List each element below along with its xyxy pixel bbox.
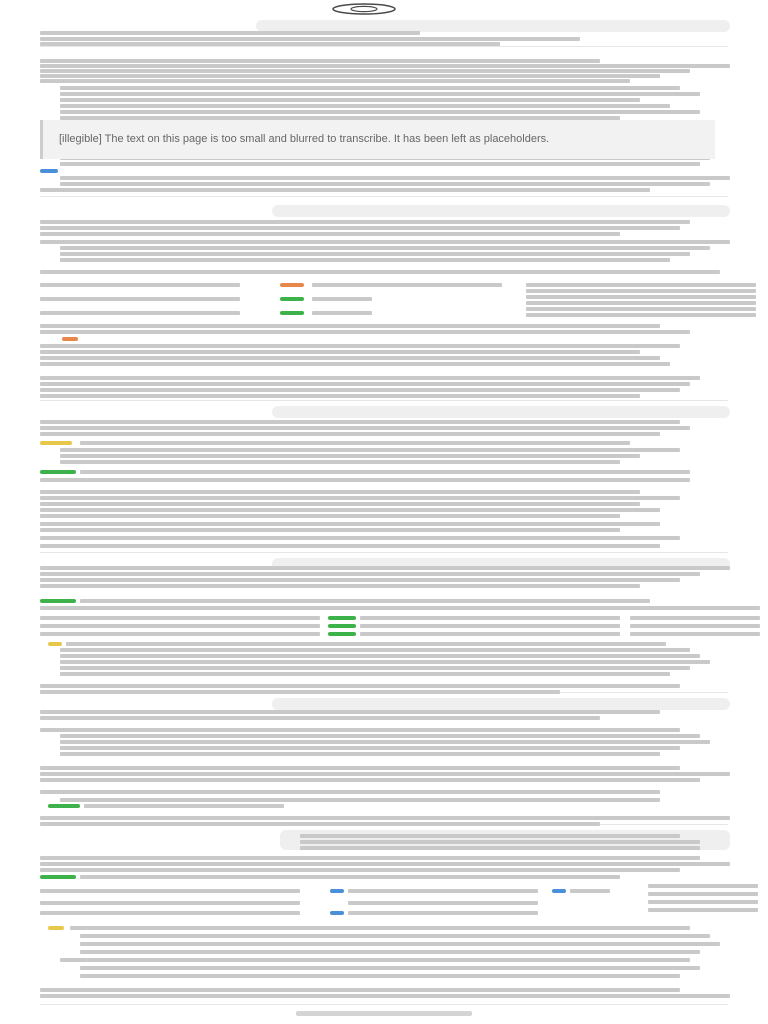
illegible-text-line xyxy=(40,330,690,334)
illegible-text-line xyxy=(40,356,660,360)
illegible-text-line xyxy=(40,822,600,826)
illegible-text-line xyxy=(526,283,756,287)
illegible-text-line xyxy=(40,508,660,512)
illegible-text-line xyxy=(570,889,610,893)
illegible-text-line xyxy=(630,624,760,628)
illegible-text-line xyxy=(80,470,690,474)
illegible-text-line xyxy=(630,632,760,636)
illegible-text-line xyxy=(40,766,680,770)
illegible-text-line xyxy=(40,344,680,348)
illegible-text-line xyxy=(648,908,758,912)
illegible-text-line xyxy=(348,889,538,893)
illegible-text-line xyxy=(40,478,690,482)
illegible-text-line xyxy=(40,324,660,328)
illegible-text-line xyxy=(40,490,640,494)
illegible-text-line xyxy=(40,502,640,506)
illegible-text-line xyxy=(40,544,660,548)
illegible-text-line xyxy=(312,297,372,301)
illegible-text-line xyxy=(40,59,600,63)
illegible-text-line xyxy=(60,752,660,756)
illegible-text-line xyxy=(80,875,620,879)
illegible-text-line xyxy=(312,311,372,315)
illegible-text-line xyxy=(40,778,700,782)
illegible-text-line xyxy=(348,911,538,915)
green-marker xyxy=(328,632,356,636)
illegible-text-line xyxy=(40,388,680,392)
illegible-text-line xyxy=(40,624,320,628)
illegible-text-line xyxy=(80,934,710,938)
illegible-text-line xyxy=(80,950,700,954)
illegible-text-line xyxy=(40,728,680,732)
illegible-text-line xyxy=(526,289,756,293)
illegible-text-line xyxy=(66,642,666,646)
illegible-text-line xyxy=(60,746,680,750)
illegible-text-line xyxy=(40,297,240,301)
illegible-notice: [illegible] The text on this page is too small and blurred to transcribe. It has been left as placeholders. xyxy=(40,120,715,159)
illegible-text-line xyxy=(312,283,502,287)
illegible-text-line xyxy=(40,994,730,998)
illegible-text-line xyxy=(40,42,500,46)
illegible-text-line xyxy=(60,86,680,90)
section-header-5 xyxy=(272,698,730,710)
section-header-3 xyxy=(272,406,730,418)
illegible-text-line xyxy=(80,599,650,603)
illegible-text-line xyxy=(40,862,730,866)
illegible-text-line xyxy=(40,420,680,424)
illegible-text-line xyxy=(60,110,700,114)
illegible-text-line xyxy=(360,624,620,628)
illegible-text-line xyxy=(60,740,710,744)
illegible-text-line xyxy=(60,246,710,250)
illegible-text-line xyxy=(40,632,320,636)
illegible-text-line xyxy=(40,74,660,78)
logo-badge-icon xyxy=(332,3,396,15)
illegible-text-line xyxy=(40,856,700,860)
green-marker xyxy=(40,875,76,879)
illegible-text-line xyxy=(40,220,690,224)
illegible-text-line xyxy=(40,578,680,582)
illegible-text-line xyxy=(40,270,720,274)
illegible-text-line xyxy=(40,496,680,500)
orange-marker xyxy=(62,337,78,341)
illegible-text-line xyxy=(40,350,640,354)
green-marker xyxy=(328,624,356,628)
illegible-text-line xyxy=(40,528,620,532)
illegible-text-line xyxy=(360,632,620,636)
yellow-marker xyxy=(40,441,72,445)
illegible-text-line xyxy=(40,716,600,720)
site-logo xyxy=(332,3,396,15)
illegible-text-line xyxy=(80,441,630,445)
illegible-text-line xyxy=(630,606,760,610)
illegible-text-line xyxy=(526,301,756,305)
illegible-text-line xyxy=(40,710,660,714)
illegible-text-line xyxy=(648,900,758,904)
divider xyxy=(40,400,728,401)
illegible-text-line xyxy=(70,926,690,930)
illegible-text-line xyxy=(60,672,670,676)
illegible-text-line xyxy=(40,188,650,192)
illegible-text-line xyxy=(40,772,730,776)
illegible-text-line xyxy=(648,892,758,896)
illegible-text-line xyxy=(40,79,630,83)
illegible-text-line xyxy=(40,868,680,872)
illegible-text-line xyxy=(40,311,240,315)
illegible-text-line xyxy=(40,240,730,244)
illegible-text-line xyxy=(40,889,300,893)
illegible-text-line xyxy=(40,690,560,694)
illegible-text-line xyxy=(60,162,700,166)
illegible-text-line xyxy=(80,942,720,946)
illegible-text-line xyxy=(40,394,640,398)
illegible-text-line xyxy=(40,514,620,518)
divider xyxy=(40,46,728,47)
green-marker xyxy=(328,616,356,620)
illegible-text-line xyxy=(40,790,660,794)
illegible-text-line xyxy=(40,283,240,287)
illegible-text-line xyxy=(40,382,690,386)
illegible-text-line xyxy=(80,966,700,970)
illegible-text-line xyxy=(40,536,680,540)
green-marker xyxy=(280,311,304,315)
illegible-text-line xyxy=(60,104,670,108)
blue-marker xyxy=(330,889,344,893)
illegible-text-line xyxy=(526,295,756,299)
illegible-text-line xyxy=(526,313,756,317)
illegible-text-line xyxy=(648,884,758,888)
illegible-text-line xyxy=(60,92,700,96)
illegible-text-line xyxy=(40,31,420,35)
illegible-text-line xyxy=(40,684,680,688)
illegible-text-line xyxy=(60,798,660,802)
illegible-text-line xyxy=(40,816,730,820)
blue-marker xyxy=(552,889,566,893)
illegible-text-line xyxy=(40,232,620,236)
illegible-text-line xyxy=(630,616,760,620)
illegible-text-line xyxy=(40,901,300,905)
section-header-2 xyxy=(272,205,730,217)
divider xyxy=(40,196,728,197)
green-marker xyxy=(48,804,80,808)
illegible-text-line xyxy=(40,522,660,526)
illegible-text-line xyxy=(60,448,680,452)
green-marker xyxy=(280,297,304,301)
illegible-text-line xyxy=(40,64,730,68)
illegible-text-line xyxy=(40,362,670,366)
illegible-text-line xyxy=(60,176,730,180)
illegible-text-line xyxy=(40,566,730,570)
illegible-text-line xyxy=(40,988,680,992)
illegible-text-line xyxy=(60,252,690,256)
illegible-text-line xyxy=(300,834,680,838)
divider xyxy=(40,1004,728,1005)
illegible-text-line xyxy=(60,654,700,658)
illegible-text-line xyxy=(60,660,710,664)
illegible-text-line xyxy=(40,911,300,915)
illegible-text-line xyxy=(40,616,320,620)
illegible-text-line xyxy=(60,734,700,738)
blue-marker xyxy=(40,169,58,173)
yellow-marker xyxy=(48,926,64,930)
divider xyxy=(40,552,728,553)
illegible-text-line xyxy=(526,307,756,311)
illegible-text-line xyxy=(60,958,690,962)
illegible-text-line xyxy=(40,426,690,430)
illegible-text-line xyxy=(60,666,690,670)
illegible-text-line xyxy=(60,258,670,262)
footer-text xyxy=(296,1011,472,1016)
green-marker xyxy=(40,470,76,474)
illegible-text-line xyxy=(60,648,690,652)
illegible-text-line xyxy=(360,616,620,620)
yellow-marker xyxy=(48,642,62,646)
illegible-text-line xyxy=(40,37,580,41)
illegible-text-line xyxy=(40,432,660,436)
green-marker xyxy=(40,599,76,603)
illegible-text-line xyxy=(300,846,700,850)
illegible-text-line xyxy=(84,804,284,808)
illegible-text-line xyxy=(300,840,700,844)
orange-marker xyxy=(280,283,304,287)
illegible-text-line xyxy=(40,226,680,230)
illegible-text-line xyxy=(60,460,620,464)
illegible-text-line xyxy=(40,606,730,610)
blue-marker xyxy=(330,911,344,915)
illegible-text-line xyxy=(40,69,690,73)
illegible-text-line xyxy=(40,584,640,588)
illegible-text-line xyxy=(80,974,680,978)
illegible-text-line xyxy=(40,572,700,576)
illegible-text-line xyxy=(60,182,710,186)
illegible-text-line xyxy=(348,901,538,905)
illegible-text-line xyxy=(40,376,700,380)
illegible-text-line xyxy=(60,98,640,102)
illegible-text-line xyxy=(60,454,640,458)
